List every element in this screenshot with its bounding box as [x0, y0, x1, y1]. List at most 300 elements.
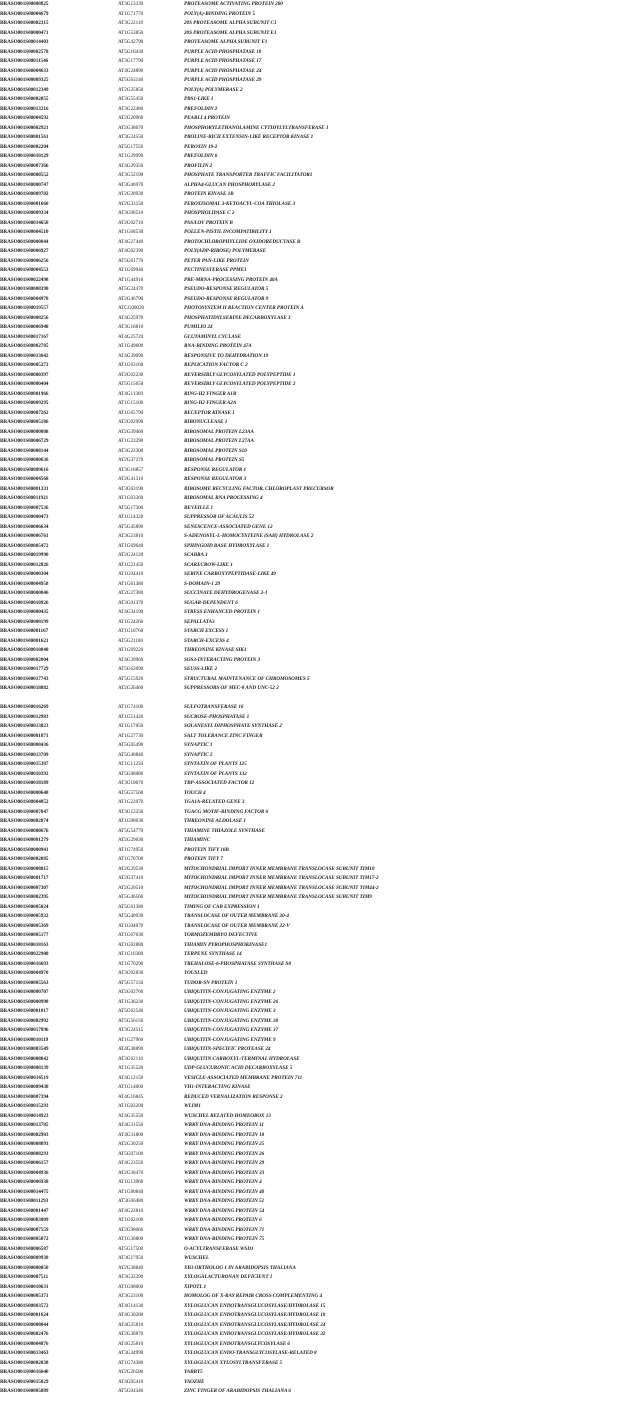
gene-description-cell: MITOCHONDRIAL IMPORT INNER MEMBRANE TRANSLOCASE SUBUNIT TIM17-2: [184, 875, 379, 881]
table-row: [0, 1036, 629, 1046]
gene-description-cell: VESICLE-ASSOCIATED MEMBRANE PROTEIN 711: [184, 1074, 303, 1081]
locus-id-cell: AT4G25810: [118, 1340, 144, 1347]
gene-description-cell: RIBOSOMAL PROTEIN S10: [184, 447, 247, 454]
table-row: [0, 979, 629, 989]
table-row: [0, 295, 629, 305]
gene-id-cell: BRASO001S00015293: [0, 1103, 49, 1109]
locus-id-cell: AT2G26580: [118, 1369, 144, 1375]
gene-description-cell: RESPONSIVE TO DEHYDRATION 19: [184, 352, 269, 359]
gene-description-cell: UBIQUITIN-CONJUGATING ENZYME 37: [184, 1027, 279, 1033]
gene-id-cell: BRASO001S00002038: [0, 1359, 49, 1366]
gene-description-cell: STARCH EXCESS 1: [184, 628, 229, 634]
table-row: [0, 409, 629, 419]
gene-description-cell: TRANSLOCASE OF OUTER MEMBRANE 20-4: [184, 913, 289, 919]
table-row: [0, 637, 629, 647]
gene-id-cell: BRASO001S00000397: [0, 371, 49, 378]
locus-id-cell: AT2G20960: [118, 115, 144, 121]
table-row: [0, 523, 629, 533]
gene-description-cell: PAS/LOV PROTEIN B: [184, 219, 233, 226]
gene-id-cell: BRASO001S00007366: [0, 162, 49, 169]
gene-description-cell: 20S PROTEASOME ALPHA SUBUNIT E1: [184, 29, 277, 36]
table-row: [0, 475, 629, 485]
gene-description-cell: THIAMINC: [184, 837, 211, 843]
locus-id-cell: AT2G33150: [118, 200, 144, 207]
table-row: [0, 941, 629, 951]
gene-id-cell: BRASO001S00015029: [0, 1378, 49, 1385]
gene-description-cell: WRKY DNA-BINDING PROTEIN 25: [184, 1141, 265, 1147]
locus-id-cell: AT1G30800: [118, 1236, 144, 1242]
table-row: [0, 1083, 629, 1093]
gene-id-cell: BRASO001S00006729: [0, 438, 49, 444]
locus-id-cell: AT3G17950: [118, 1255, 144, 1261]
gene-description-cell: XYLOGLUCAN ENDOTRANSGLUCOSYLASE/HYDROLASE 32: [184, 1331, 326, 1337]
gene-description-cell: SOS3-INTERACTING PROTEIN 3: [184, 656, 260, 663]
locus-id-cell: AT1G51420: [118, 713, 144, 720]
table-row: [0, 504, 629, 514]
table-row: [0, 1102, 629, 1112]
table-row: [0, 76, 629, 86]
gene-id-cell: BRASO001S00009334: [0, 210, 49, 216]
table-row: [0, 257, 629, 267]
gene-id-cell: BRASO001S00005472: [0, 542, 49, 549]
locus-id-cell: AT5G08080: [118, 770, 144, 777]
locus-id-cell: AT5G57150: [118, 979, 144, 986]
locus-id-cell: AT4G25810: [118, 1321, 144, 1328]
table-row: [0, 171, 629, 181]
locus-id-cell: AT1G44910: [118, 276, 144, 283]
gene-description-cell: VH1-INTERACTING KINASE: [184, 1084, 251, 1090]
table-row: [0, 608, 629, 618]
gene-description-cell: REVERSIBLY GLYCOSYLATED POLYPEPTIDE 1: [184, 371, 296, 378]
table-row: [0, 551, 629, 561]
gene-description-cell: XB3 ORTHOLOG 1 IN ARABIDOPSIS THALIANA: [184, 1264, 296, 1271]
locus-id-cell: AT2G38670: [118, 124, 144, 131]
table-row: [0, 105, 629, 115]
locus-id-cell: AT3G46970: [118, 181, 144, 188]
gene-description-cell: THREONINE KINASE SIK1: [184, 647, 247, 653]
locus-id-cell: AT5G57560: [118, 789, 144, 796]
locus-id-cell: AT4G22810: [118, 1207, 144, 1214]
table-row: [0, 1178, 629, 1188]
locus-id-cell: AT3G24550: [118, 134, 144, 140]
locus-id-cell: AT1G74100: [118, 704, 144, 710]
locus-id-cell: AT5G61380: [118, 903, 144, 910]
gene-id-cell: BRASO001S00000648: [0, 789, 49, 796]
gene-description-cell: MITOCHONDRIAL IMPORT INNER MEMBRANE TRANSLOCASE SUBUNIT TIM44-2: [184, 884, 379, 891]
locus-id-cell: AT1G65790: [118, 409, 144, 416]
gene-id-cell: BRASO001S00004633: [0, 67, 49, 74]
gene-id-cell: BRASO001S00019557: [0, 305, 49, 311]
locus-id-cell: AT1G10760: [118, 628, 144, 634]
gene-id-cell: BRASO001S00001561: [0, 134, 49, 140]
table-row: [0, 1112, 629, 1122]
table-row: [0, 627, 629, 637]
table-row: [0, 228, 629, 238]
gene-description-cell: SUPPRESSOR OF ACAULIS 52: [184, 514, 254, 520]
gene-description-cell: PREFOLDIN 2: [184, 105, 218, 112]
gene-id-cell: BRASO001S00004568: [0, 476, 49, 482]
gene-description-cell: WUSCHEL: [184, 1255, 210, 1261]
gene-description-cell: SYNAPTIC 2: [184, 751, 213, 758]
table-row: [0, 1017, 629, 1027]
gene-id-cell: BRASO001S00005371: [0, 1293, 49, 1299]
gene-description-cell: PROTOCHLOROPHYLLIDE OXIDOREDUCTASE B: [184, 238, 301, 245]
gene-description-cell: POLY(ADP-RIBOSE) POLYMERASE: [184, 248, 266, 254]
table-row: [0, 276, 629, 286]
table-row: [0, 19, 629, 29]
gene-description-cell: WRKY DNA-BINDING PROTEIN 4: [184, 1179, 262, 1185]
table-row: [0, 988, 629, 998]
table-row: [0, 922, 629, 932]
gene-description-cell: PURPLE ACID PHOSPHATASE 24: [184, 67, 262, 74]
table-row: [0, 931, 629, 941]
table-row: [0, 760, 629, 770]
gene-id-cell: BRASO001S00002992: [0, 1017, 49, 1024]
gene-description-cell: THREONINE ALDOLASE 1: [184, 818, 246, 824]
gene-description-cell: XYLOGALACTURONAN DEFICIENT 1: [184, 1274, 273, 1280]
table-row: [0, 238, 629, 248]
table-row: [0, 456, 629, 466]
gene-id-cell: BRASO001S00000404: [0, 381, 49, 387]
locus-id-cell: AT1G23290: [118, 438, 144, 444]
locus-id-cell: AT1G15100: [118, 400, 144, 406]
locus-id-cell: AT1G69940: [118, 267, 144, 273]
locus-id-cell: AT4G38890: [118, 1046, 144, 1052]
gene-id-cell: BRASO001S00009295: [0, 400, 49, 406]
table-row: [0, 865, 629, 875]
locus-id-cell: AT2G02710: [118, 219, 144, 226]
gene-id-cell: BRASO001S00002004: [0, 656, 49, 663]
locus-id-cell: AT1G74380: [118, 1359, 144, 1366]
locus-id-cell: AT5G21180: [118, 637, 144, 644]
table-row: [0, 1235, 629, 1245]
gene-id-cell: BRASO001S00012349: [0, 86, 49, 93]
locus-id-cell: AT4G12150: [118, 1074, 144, 1081]
table-row: [0, 133, 629, 143]
gene-description-cell: PROTEIN KINASE 1B: [184, 191, 234, 197]
locus-id-cell: AT4G29350: [118, 162, 144, 169]
table-row: [0, 513, 629, 523]
gene-description-cell: STRESS ENHANCED PROTEIN 1: [184, 609, 260, 615]
gene-description-cell: SYNTAXIN OF PLANTS 132: [184, 770, 247, 777]
locus-id-cell: AT1G70700: [118, 856, 144, 862]
gene-description-cell: STRUCTURAL MAINTENANCE OF CHROMOSOMES 5: [184, 675, 310, 682]
table-row: [0, 646, 629, 656]
gene-id-cell: BRASO001S00011293: [0, 1198, 49, 1204]
locus-id-cell: AT1G80840: [118, 1188, 144, 1195]
gene-description-cell: TREHALOSE-6-PHOSPHATASE SYNTHASE S8: [184, 960, 291, 967]
table-row: [0, 1349, 629, 1359]
gene-id-cell: BRASO001S00013463: [0, 1350, 49, 1356]
locus-id-cell: AT3G17790: [118, 58, 144, 64]
table-row: [0, 428, 629, 438]
gene-description-cell: WRKY DNA-BINDING PROTEIN 6: [184, 1217, 262, 1223]
gene-description-cell: XYLOGLUCAN XYLOSYLTRANSFERASE 5: [184, 1359, 283, 1366]
gene-id-cell: BRASO001S00002874: [0, 818, 49, 824]
gene-id-cell: BRASO001S00005889: [0, 1388, 49, 1394]
table-row: [0, 209, 629, 219]
table-row: [0, 162, 629, 172]
locus-id-cell: AT5G05490: [118, 742, 144, 748]
gene-id-cell: BRASO001S00000707: [0, 989, 49, 995]
gene-id-cell: BRASO001S00005072: [0, 1236, 49, 1242]
locus-id-cell: AT5G42790: [118, 39, 144, 45]
gene-description-cell: UBIQUITIN-CONJUGATING ENZYME 3: [184, 1008, 276, 1014]
gene-id-cell: BRASO001S00002785: [0, 343, 49, 349]
gene-id-cell: BRASO001S00000552: [0, 172, 49, 178]
gene-id-cell: BRASO001S00013709: [0, 751, 49, 758]
gene-description-cell: RNA-BINDING PROTEIN 47A: [184, 343, 252, 349]
locus-id-cell: AT1G04070: [118, 922, 144, 929]
locus-id-cell: AT4G25720: [118, 333, 144, 340]
locus-id-cell: AT2G28930: [118, 191, 144, 197]
table-row: [0, 200, 629, 210]
gene-description-cell: WRKY DNA-BINDING PROTEIN 26: [184, 1150, 265, 1157]
gene-description-cell: UBIQUITIN-SPECIFIC PROTEASE 24: [184, 1046, 271, 1052]
gene-description-cell: SEUSS-LIKE 2: [184, 666, 217, 672]
locus-id-cell: AT4G39090: [118, 352, 144, 359]
gene-id-cell: BRASO001S00008144: [0, 447, 49, 454]
gene-description-cell: PROTEASOME ACTIVATING PROTEIN 200: [184, 1, 283, 7]
locus-id-cell: AT1G35520: [118, 1065, 144, 1071]
gene-id-cell: BRASO001S00004852: [0, 799, 49, 805]
locus-id-cell: AT4G11360: [118, 390, 144, 397]
table-row: [0, 1359, 629, 1369]
gene-description-cell: HOMOLOG OF X-RAY REPAIR CROSS COMPLEMENTING 4: [184, 1293, 323, 1299]
locus-id-cell: AT2G37270: [118, 457, 144, 463]
locus-id-cell: AT1G27960: [118, 1036, 144, 1043]
locus-id-cell: ATCG00020: [118, 305, 145, 311]
locus-id-cell: AT1G08630: [118, 818, 144, 824]
table-row: [0, 779, 629, 789]
locus-id-cell: AT2G36870: [118, 1331, 144, 1337]
gene-id-cell: BRASO001S00000844: [0, 238, 49, 245]
gene-id-cell: BRASO001S00018882: [0, 685, 49, 691]
table-row: [0, 1045, 629, 1055]
gene-description-cell: YAOZHE: [184, 1378, 205, 1385]
table-row: [0, 1245, 629, 1255]
gene-id-cell: BRASO001S00008044: [0, 1321, 49, 1328]
gene-id-cell: BRASO001S00013216: [0, 105, 49, 112]
table-row: [0, 342, 629, 352]
gene-description-cell: TGACG MOTIF-BINDING FACTOR 6: [184, 808, 269, 815]
locus-id-cell: AT1G49600: [118, 343, 144, 349]
gene-id-cell: BRASO001S00004978: [0, 295, 49, 302]
locus-id-cell: AT2G41310: [118, 476, 144, 482]
gene-id-cell: BRASO001S00012983: [0, 713, 49, 720]
gene-id-cell: BRASO001S00002921: [0, 124, 49, 131]
gene-id-cell: BRASO001S00005563: [0, 979, 49, 986]
gene-description-cell: SUCROSE-PHOSPHATASE 1: [184, 713, 250, 720]
gene-id-cell: BRASO001S00006157: [0, 1160, 49, 1166]
locus-id-cell: AT1G70290: [118, 960, 144, 967]
table-row: [0, 808, 629, 818]
gene-id-cell: BRASO001S00008139: [0, 1065, 49, 1071]
gene-description-cell: XYLOGLUCAN ENDOTRANSGLYCOSYLASE 6: [184, 1340, 290, 1347]
table-row: [0, 95, 629, 105]
locus-id-cell: AT1G67630: [118, 932, 144, 938]
locus-id-cell: AT5G17550: [118, 143, 144, 150]
gene-id-cell: BRASO001S00002983: [0, 1131, 49, 1138]
gene-description-cell: SERINE CARBOXYPEPTIDASE-LIKE 49: [184, 571, 276, 577]
gene-id-cell: BRASO001S00014650: [0, 219, 49, 226]
locus-id-cell: AT4G23550: [118, 1160, 144, 1166]
locus-id-cell: AT1G36230: [118, 998, 144, 1005]
gene-id-cell: BRASO001S00001167: [0, 628, 49, 634]
gene-description-cell: SCABRA 3: [184, 552, 208, 558]
gene-description-cell: UBIQUITIN-CONJUGATING ENZYME 9: [184, 1036, 276, 1043]
table-row: [0, 1292, 629, 1302]
table-row: [0, 390, 629, 400]
gene-description-cell: REDUCED VERNALIZATION RESPONSE 2: [184, 1093, 283, 1100]
table-row: [0, 48, 629, 58]
table-row: [0, 817, 629, 827]
gene-id-cell: BRASO001S00010119: [0, 1036, 49, 1043]
gene-id-cell: BRASO001S00004510: [0, 229, 49, 235]
gene-id-cell: BRASO001S00007047: [0, 808, 49, 815]
gene-description-cell: WRKY DNA-BINDING PROTEIN 40: [184, 1188, 265, 1195]
gene-description-cell: S-DOMAIN-1 29: [184, 580, 221, 587]
table-row: [0, 1368, 629, 1378]
gene-id-cell: BRASO001S00001017: [0, 1008, 49, 1014]
table-row: [0, 532, 629, 542]
gene-id-cell: BRASO001S00005186: [0, 419, 49, 425]
gene-description-cell: PROTEIN TIFY 10B: [184, 846, 229, 853]
gene-id-cell: BRASO001S00016640: [0, 1369, 49, 1375]
locus-id-cell: AT5G45890: [118, 523, 144, 530]
gene-description-cell: SUGAR-DEPENDENT 6: [184, 599, 238, 606]
gene-description-cell: SUPPRESSORS OF MEC-8 AND UNC-52 2: [184, 685, 279, 691]
table-row: [0, 903, 629, 913]
gene-id-cell: BRASO001S00004592: [0, 115, 49, 121]
locus-id-cell: AT1G03360: [118, 495, 144, 501]
locus-id-cell: AT1G08000: [118, 1283, 144, 1290]
gene-description-cell: PRE-MRNA-PROCESSING PROTEIN 40A: [184, 276, 278, 283]
locus-id-cell: AT5G62540: [118, 1008, 144, 1014]
table-row: [0, 333, 629, 343]
locus-id-cell: AT5G17500: [118, 1245, 144, 1252]
gene-description-cell: RIBOSOMAL RNA PROCESSING 4: [184, 495, 263, 501]
gene-id-cell: BRASO001S00001966: [0, 390, 49, 397]
gene-id-cell: BRASO001S00006938: [0, 1179, 49, 1185]
gene-description-cell: ZINC FINGER OF ARABIDOPSIS THALIANA 6: [184, 1388, 291, 1394]
gene-description-cell: XYLOGLUCAN ENDOTRANSGLUCOSYLASE/HYDROLASE 24: [184, 1321, 326, 1328]
gene-id-cell: BRASO001S00000304: [0, 571, 49, 577]
locus-id-cell: AT4G30280: [118, 1312, 144, 1318]
locus-id-cell: AT3G22300: [118, 447, 144, 454]
gene-id-cell: BRASO001S00000676: [0, 827, 49, 834]
gene-id-cell: BRASO001S00006927: [0, 248, 49, 254]
gene-id-cell: BRASO001S00008199: [0, 618, 49, 625]
gene-id-cell: BRASO001S00013642: [0, 352, 49, 359]
locus-id-cell: AT5G46560: [118, 894, 144, 900]
locus-id-cell: [118, 694, 184, 704]
locus-id-cell: AT1G63160: [118, 362, 144, 368]
gene-id-cell: BRASO001S00008825: [0, 1, 49, 7]
locus-id-cell: AT2G26460: [118, 685, 144, 691]
gene-description-cell: RIBONUCLEASE 1: [184, 419, 228, 425]
table-row: [0, 124, 629, 134]
table-row: [0, 38, 629, 48]
locus-id-cell: AT3G22480: [118, 105, 144, 112]
table-row: [0, 561, 629, 571]
gene-description-cell: RESPONSE REGULATOR 1: [184, 466, 247, 473]
table-row: [0, 361, 629, 371]
gene-id-cell: BRASO001S00005369: [0, 922, 49, 929]
gene-id-cell: BRASO001S00000998: [0, 998, 49, 1005]
locus-id-cell: AT5G61770: [118, 257, 144, 264]
gene-description-cell: RECEPTOR KINASE 1: [184, 409, 235, 416]
gene-description-cell: PHOTOSYSTEM II REACTION CENTER PROTEIN A: [184, 305, 304, 311]
locus-id-cell: AT5G15650: [118, 381, 144, 387]
gene-id-cell: BRASO001S00017896: [0, 1027, 49, 1033]
gene-description-cell: TIMING OF CAB EXPRESSION 1: [184, 903, 260, 910]
locus-id-cell: AT1G68530: [118, 229, 144, 235]
table-row: [0, 684, 629, 694]
locus-id-cell: AT5G63140: [118, 77, 144, 83]
gene-id-cell: BRASO001S00008436: [0, 742, 49, 748]
gene-description-cell: GLUTAMINYL CYCLASE: [184, 333, 241, 340]
gene-description-cell: TBP-ASSOCIATED FACTOR 12: [184, 780, 255, 786]
locus-id-cell: AT2G46790: [118, 295, 144, 302]
gene-id-cell: BRASO001S00008293: [0, 1150, 49, 1157]
locus-id-cell: AT3G23810: [118, 533, 144, 539]
gene-id-cell: BRASO001S00001279: [0, 837, 49, 843]
gene-id-cell: BRASO001S00000747: [0, 181, 49, 188]
locus-id-cell: AT1G24260: [118, 618, 144, 625]
gene-description-cell: POLY(A)-BINDING PROTEIN 5: [184, 10, 255, 17]
gene-description-cell: PHOSPHOLIPASE C 2: [184, 210, 235, 216]
gene-description-cell: PEROXIN 19-2: [184, 143, 218, 150]
locus-id-cell: AT1G71770: [118, 10, 144, 17]
gene-description-cell: PROLINE-RICH EXTENSIN-LIKE RECEPTOR KINASE 1: [184, 134, 314, 140]
table-row: [0, 798, 629, 808]
table-row: [0, 485, 629, 495]
gene-description-cell: RIBOSOMAL PROTEIN L23AA: [184, 428, 254, 435]
table-spacer-row: [0, 694, 629, 704]
gene-id-cell: BRASO001S00002578: [0, 48, 49, 55]
locus-id-cell: AT3G12250: [118, 808, 144, 815]
locus-id-cell: AT3G52190: [118, 172, 144, 178]
gene-id-cell: BRASO001S00008093: [0, 1141, 49, 1147]
gene-id-cell: BRASO001S00017743: [0, 675, 49, 682]
locus-id-cell: AT1G74950: [118, 846, 144, 853]
gene-id-cell: BRASO001S00013023: [0, 723, 49, 729]
locus-id-cell: AT1G62100: [118, 1217, 144, 1223]
table-row: [0, 589, 629, 599]
locus-id-cell: AT2G29630: [118, 837, 144, 843]
gene-id-cell: BRASO001S00004876: [0, 1340, 49, 1347]
locus-id-cell: AT2G20510: [118, 884, 144, 891]
locus-id-cell: AT2G39460: [118, 428, 144, 435]
gene-description-cell: ALPHA4-GLUCAN PHOSPHORYLASE 2: [184, 181, 275, 188]
locus-id-cell: AT3G63190: [118, 485, 144, 492]
gene-description-cell: TOUCH 4: [184, 789, 206, 796]
gene-id-cell: BRASO001S00001447: [0, 1207, 49, 1214]
locus-id-cell: AT5G24470: [118, 286, 144, 292]
locus-id-cell: AT1G69220: [118, 647, 144, 653]
gene-id-cell: BRASO001S00001331: [0, 485, 49, 492]
gene-description-cell: [184, 694, 629, 704]
locus-id-cell: AT1G29990: [118, 153, 144, 159]
gene-id-cell: BRASO001S00005024: [0, 903, 49, 910]
locus-id-cell: AT1G21450: [118, 561, 144, 568]
locus-id-cell: AT1G22070: [118, 799, 144, 805]
gene-description-cell: SPHINGOID BASE HYDROXYLASE 1: [184, 542, 270, 549]
table-row: [0, 722, 629, 732]
table-row: [0, 1026, 629, 1036]
locus-id-cell: AT4G05410: [118, 1378, 144, 1385]
